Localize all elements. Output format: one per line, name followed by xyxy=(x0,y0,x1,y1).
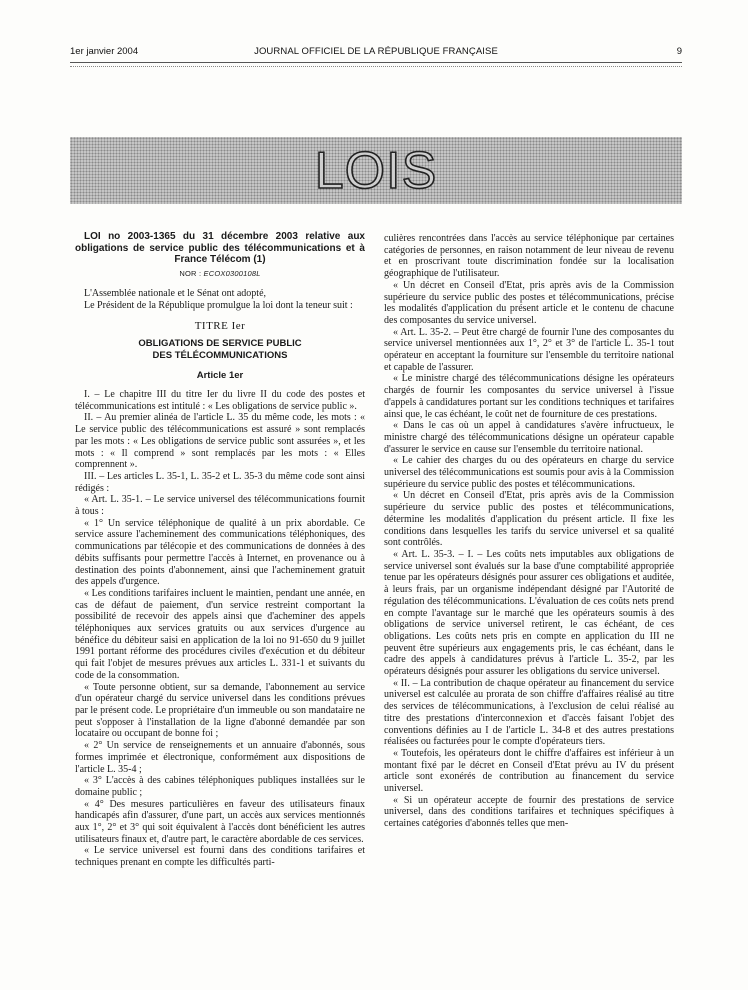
journal-title: JOURNAL OFFICIEL DE LA RÉPUBLIQUE FRANÇAISE xyxy=(254,46,498,57)
left-body xyxy=(75,389,365,869)
body-paragraph: « Les conditions tarifaires incluent le maintien, pendant une année, en cas de défaut de paiement, d'un service restreint comportant la possibilité de recevoir des appels ainsi que d'acheminer des appels téléphoniques aux services gratuits ou aux services d'urgence au bénéfice du débiteur saisi en application de la loi no 91-650 du 9 juillet 1991 portant réforme des procédures civiles d'exécution et du débiteur qui fait l'objet de mesures prévues aux articles L. 331-1 et suivants du code de la consommation. xyxy=(75,587,365,681)
nor-code: ECOX0300108L xyxy=(203,268,261,278)
body-paragraph: « Art. L. 35-3. – I. – Les coûts nets imputables aux obligations de service universel sont évalués sur la base d'une comptabilité appropriée tenue par les opérateurs désignés pour assurer ces obligations et auditée, à leurs frais, par un organisme indépendant désigné par l'Autorité de régulation des télécommunications. L'évaluation de ces coûts nets prend en compte l'avantage sur le marché que les opérateurs soumis à des obligations de service universel retirent, le cas échéant, de ces obligations. Les coûts nets pris en compte en application du III ne peuvent être supérieurs aux engagements pris, le cas échéant, dans le cadre des appels à candidatures prévus à l'article L. 35-2, par les opérateurs désignés pour assurer les obligations du service universel. xyxy=(384,548,674,678)
running-header xyxy=(70,46,682,60)
section-banner xyxy=(70,137,682,204)
body-paragraph: « Le ministre chargé des télécommunications désigne les opérateurs chargés de fournir les composantes du service universel à l'issue d'appels à candidatures portant sur les conditions techniques et tarifaires ainsi que, le cas échéant, le coût net de fourniture de ces prestations. xyxy=(384,373,674,420)
body-paragraph: « 4° Des mesures particulières en faveur des utilisateurs finaux handicapés afin d'assurer, d'une part, un accès aux services mentionnés aux 1°, 2° et 3° qui soit équivalent à l'accès dont bénéficient les autres utilisateurs finaux et, d'autre part, le caractère abordable de ces services. xyxy=(75,798,365,845)
body-paragraph: « Un décret en Conseil d'Etat, pris après avis de la Commission supérieure du service public des postes et télécommunications, détermine les modalités d'application du présent article. Il fixe les conditions dans lesquelles les tarifs du service universel et sa qualité sont contrôlés. xyxy=(384,490,674,549)
body-paragraph: « Si un opérateur accepte de fournir des prestations de service universel, dans des conditions tarifaires et techniques spécifiques à certaines catégories d'abonnés telles que men- xyxy=(384,794,674,830)
body-paragraph: « 3° L'accès à des cabines téléphoniques publiques installées sur le domaine public ; xyxy=(75,775,365,798)
right-column xyxy=(384,233,674,830)
right-body xyxy=(384,233,674,830)
left-column xyxy=(75,231,365,869)
header-rule xyxy=(70,62,682,63)
body-paragraph: III. – Les articles L. 35-1, L. 35-2 et L. 35-3 du même code sont ainsi rédigés : xyxy=(75,470,365,494)
page-number: 9 xyxy=(676,46,682,57)
body-paragraph: « Le cahier des charges du ou des opérateurs en charge du service universel des télécommunications est soumis pour avis à la Commission supérieure du service public des postes et télécommunications. xyxy=(384,455,674,490)
article-heading: Article 1er xyxy=(196,370,244,382)
law-title: LOI no 2003-1365 du 31 décembre 2003 relative aux obligations de service public des télécommunications et à France Télécom (1) xyxy=(75,231,365,265)
body-paragraph: culières rencontrées dans l'accès au service téléphonique par certaines catégories de personnes, en raison notamment de leur niveau de revenu et en proscrivant toute discrimination fondée sur la localisation géographique de l'utilisateur. xyxy=(384,233,674,280)
body-paragraph: II. – Au premier alinéa de l'article L. 35 du même code, les mots : « Le service public des télécommunications est assuré » sont remplacés par les mots : « Les obligations de service public sont assurées », et les mots : « Il comprend » sont remplacés par les mots : « Elles comprennent ». xyxy=(75,412,365,471)
body-paragraph: « Toute personne obtient, sur sa demande, l'abonnement au service d'un opérateur chargé du service universel dans les conditions prévues par le présent code. Le propriétaire d'un immeuble ou son mandataire ne peut s'opposer à l'installation de la ligne d'abonné demandée par son locataire ou occupant de bonne foi ; xyxy=(75,681,365,740)
titre-subtitle-line: DES TÉLÉCOMMUNICATIONS xyxy=(152,349,288,361)
header-rule-dotted xyxy=(70,66,682,67)
titre-subtitle xyxy=(75,338,365,361)
nor-label: NOR : xyxy=(179,268,202,278)
body-paragraph: « Art. L. 35-1. – Le service universel des télécommunications fournit à tous : xyxy=(75,494,365,518)
body-paragraph: « Dans le cas où un appel à candidatures s'avère infructueux, le ministre chargé des télécommunications désigne un opérateur capable d'assurer le service en cause sur l'ensemble du territoire national. xyxy=(384,420,674,455)
body-paragraph: « 2° Un service de renseignements et un annuaire d'abonnés, sous formes imprimée et électronique, conformément aux dispositions de l'article L. 35-4 ; xyxy=(75,740,365,775)
intro-paragraph: Le Président de la République promulgue la loi dont la teneur suit : xyxy=(84,299,353,311)
body-paragraph: « Un décret en Conseil d'Etat, pris après avis de la Commission supérieure du service public des postes et télécommunications, précise les modalités d'application du présent article et le contenu de chacune des composantes du service universel. xyxy=(384,279,674,326)
section-banner-label: LOIS xyxy=(314,142,438,200)
body-paragraph: « Toutefois, les opérateurs dont le chiffre d'affaires est inférieur à un montant fixé par le décret en Conseil d'Etat prévu au IV du présent article sont exonérés de contribution au financement du service universel. xyxy=(384,747,674,795)
titre-subtitle-line: OBLIGATIONS DE SERVICE PUBLIC xyxy=(138,338,302,350)
issue-date: 1er janvier 2004 xyxy=(70,46,139,57)
body-paragraph: « Art. L. 35-2. – Peut être chargé de fournir l'une des composantes du service universel mentionnées aux 1°, 2° et 3° de l'article L. 35-1 tout opérateur en acceptant la fourniture sur l'ensemble du territoire national et capable de l'assurer. xyxy=(384,326,674,373)
body-paragraph: « 1° Un service téléphonique de qualité à un prix abordable. Ce service assure l'acheminement des communications téléphoniques, des communications par télécopie et des communications de données à des débits suffisants pour permettre l'accès à Internet, en provenance ou à destination des points d'abonnement, ainsi que l'acheminement gratuit des appels d'urgence. xyxy=(75,517,365,588)
body-paragraph: « II. – La contribution de chaque opérateur au financement du service universel est calculée au prorata de son chiffre d'affaires réalisé au titre des services de télécommunications, à l'exclusion de celui réalisé au titre des prestations d'interconnexion et d'accès faisant l'objet des conventions définies au I de l'article L. 34-8 et des autres prestations réalisées ou facturées pour le compte d'opérateurs tiers. xyxy=(384,677,674,748)
body-paragraph: I. – Le chapitre III du titre Ier du livre II du code des postes et télécommunications est intitulé : « Les obligations de service public ». xyxy=(75,389,365,412)
body-paragraph: « Le service universel est fourni dans des conditions tarifaires et techniques prenant en compte les difficultés parti- xyxy=(75,845,365,869)
intro-paragraph: L'Assemblée nationale et le Sénat ont adopté, xyxy=(84,288,267,300)
nor-reference xyxy=(75,268,365,280)
titre-heading: TITRE Ier xyxy=(194,319,246,332)
